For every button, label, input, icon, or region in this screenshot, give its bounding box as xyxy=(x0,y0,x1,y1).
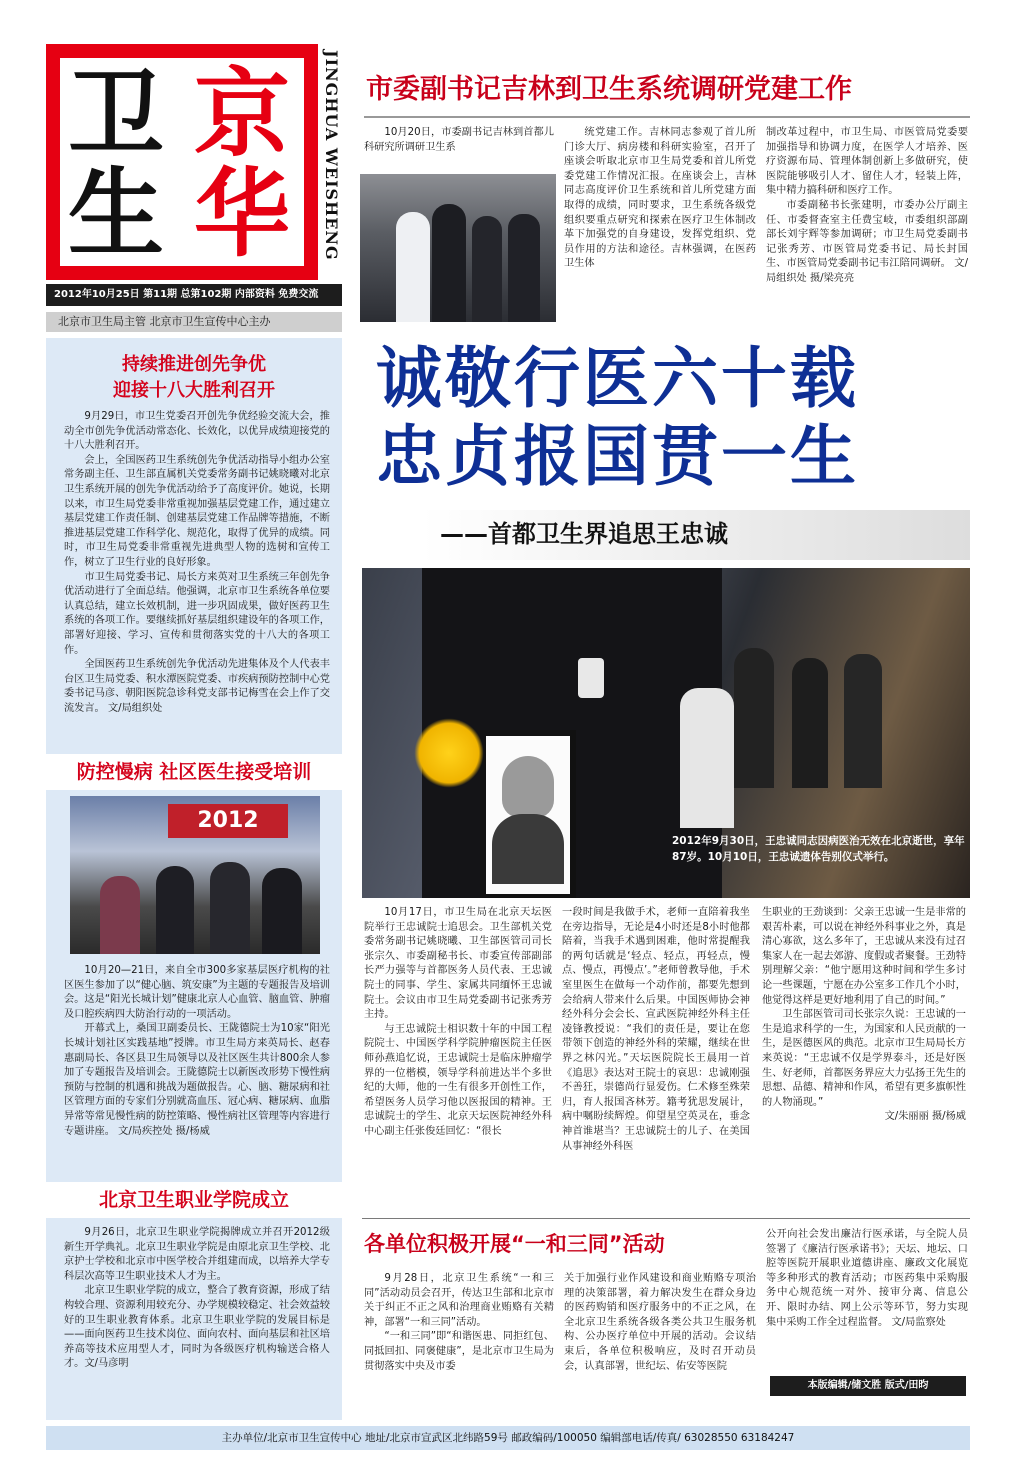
feature-col2 xyxy=(562,906,750,1154)
bottom-story-col1 xyxy=(364,1272,554,1374)
paragraph: 9月28日，北京卫生系统“一和三同”活动动员会召开，传达卫生部和北京市关于纠正不正之风和治理商业贿赂有关精神，部署“一和三同”活动。 xyxy=(364,1273,554,1328)
portrait-body xyxy=(492,814,564,884)
paragraph: 制改革过程中，市卫生局、市医管局党委要加强指导和协调力度，在医学人才培养、医疗资源布局、管理体制创新上多做研究，使医院能够吸引人才、留住人才，轻装上阵，集中精力搞科研和医疗工作。 xyxy=(766,127,968,197)
top-story-photo xyxy=(360,174,556,322)
mourner-figure xyxy=(680,688,734,828)
editor-credit-bar: 本版编辑/储文胜 版式/田昀 xyxy=(770,1376,966,1396)
masthead-char-hua: 华 xyxy=(194,157,290,270)
paragraph: 市委副秘书长张建明，市委办公厅副主任、市委督查室主任费宝岐，市委组织部副部长刘宇辉等参加调研；市卫生局党委副书记张秀芳、市医管局党委书记、局长封国生、市医管局党委副书记韦江陪同调研。 文/局组织处 摄/梁亮亮 xyxy=(766,199,968,284)
feature-subheadline: ——首都卫生界追思王忠诚 xyxy=(440,520,728,548)
paragraph: 一段时间是我做手术，老师一直陪着我坐在旁边指导，无论是4小时还是8小时他都陪着，当我手术遇到困难，他时常提醒我的两句话就是‘轻点、轻点，再轻点，慢点、慢点，再慢点’。”老师曾教导他，手术室里医生在做每一个动作前，都要先想到会给病人带来什么后果。中国医师协会神经外科分会会长、宣武医院神经外科主任凌锋教授说：“我们的责任是，要让在您带领下创造的神经外科的荣耀，继续在世界之林闪光。”天坛医院院长王晨用一首《追思》表达对王院士的哀思：忠诚刚强不善狂，崇德尚行显爱伤。仁术修至殊荣归，育人报国吝林芳。籍考犹思发展计，病中嘱盼续辉煌。仰望星空英灵在，垂念神首谁堪当？王忠诚院士的儿子、在美国从事神经外科医 xyxy=(562,907,750,1152)
paragraph: 开幕式上，桑国卫副委员长、王陇德院士为10家“阳光长城计划社区实践基地”授牌。市卫生局方来英局长、赵春惠副局长、各区县卫生局领导以及社区医生共计800余人参加了专题报告及培训会。王陇德院士以新医改形势下慢性病预防与控制的机遇和挑战为题做报告。心、脑、糖尿病和社区管理方面的专家们分别就高血压、冠心病、糖尿病、血脂异常等常见慢性病的防控策略、慢性病社区管理等内容进行专题讲座。 文/局疾控处 摄/杨威 xyxy=(64,1023,330,1137)
story-headline: 防控慢病 社区医生接受培训 xyxy=(46,754,342,790)
paragraph: 会上，全国医药卫生系统创先争优活动指导小组办公室常务副主任、卫生部直属机关党委常务副书记姚晓曦对北京卫生系统开展的创先争优活动给予了高度评价。她说，长期以来，市卫生局党委非常重视加强基层党建工作，通过建立基层党建工作责任制、创建基层党建工作品牌等措施，不断推进基层党建工作科学化、规范化，取得了优异的成绩。同时，市卫生局党委非常重视先进典型人物的选树和宣传工作，树立了卫生行业的良好形象。 xyxy=(64,454,330,568)
feature-headline-line1: 诚敬行医六十载 xyxy=(376,340,859,417)
person-figure xyxy=(472,216,502,322)
top-story-col1 xyxy=(364,126,554,155)
masthead-pinyin: JINGHUA WEISHENG xyxy=(322,50,341,261)
story-body xyxy=(64,1226,330,1372)
paragraph: 统党建工作。吉林同志参观了首儿所门诊大厅、病房楼和科研实验室，召开了座谈会听取北京市卫生局党委和首儿所党委党建工作情况汇报。在座谈会上，吉林同志高度评价卫生系统和首儿所党建方面取得的成绩，同时要求，卫生系统各级党组织要重点研究和探索在医疗卫生体制改革下加强党的自身建设，发挥党组织、党员作用的方法和途径。吉林强调，在医药卫生体 xyxy=(564,127,756,270)
byline: 文/朱丽丽 摄/杨威 xyxy=(884,1111,966,1123)
person-figure xyxy=(210,862,250,954)
person-figure xyxy=(432,204,466,322)
news-photo xyxy=(70,796,320,954)
paragraph: 9月29日，市卫生党委召开创先争优经验交流大会，推动全市创先争优活动常态化、长效化，以优异成绩迎接党的十八大胜利召开。 xyxy=(64,411,330,452)
person-figure xyxy=(396,212,430,322)
paragraph: “一和三同”即“和谐医患、同拒红包、同抵回扣、同褒健康”，是北京市卫生局为贯彻落实中央及市委 xyxy=(364,1331,554,1372)
bottom-story-headline: 各单位积极开展“一和三同”活动 xyxy=(364,1232,665,1256)
person-figure xyxy=(508,214,540,322)
left-news-column xyxy=(46,338,342,1420)
paragraph: 10月20日，市委副书记吉林到首都儿科研究所调研卫生系 xyxy=(364,127,554,153)
paragraph: 9月26日，北京卫生职业学院揭牌成立并召开2012级新生开学典礼。北京卫生职业学院是由原北京卫生学校、北京护士学校和北京市中医学校合并组建而成，以培养大学专科层次高等卫生职业技术人才为主。 xyxy=(64,1227,330,1282)
divider xyxy=(362,1218,970,1219)
story-body xyxy=(64,410,330,716)
story-headline: 北京卫生职业学院成立 xyxy=(46,1182,342,1218)
publisher-footer: 主办单位/北京市卫生宣传中心 地址/北京市宣武区北纬路59号 邮政编码/100050 编辑部电话/传真/ 63028550 63184247 xyxy=(46,1426,970,1450)
masthead-char-wei: 卫 xyxy=(68,57,164,170)
person-figure xyxy=(262,868,302,954)
sponsor-bar: 北京市卫生局主管 北京市卫生宣传中心主办 xyxy=(46,312,342,332)
feature-headline xyxy=(376,340,966,496)
bottom-story-col3 xyxy=(766,1228,968,1330)
story-body xyxy=(64,964,330,1139)
feature-col3 xyxy=(762,906,966,1125)
paragraph: 10月17日，市卫生局在北京天坛医院举行王忠诚院士追思会。卫生部机关党委常务副书记姚晓曦、卫生部医管司司长张宗久、市委副秘书长、市委宣传部副部长严力强等与首都医务人员代表、王忠诚院士的同事、学生、家属共同缅怀王忠诚院士。会议由市卫生局党委副书记张秀芳主持。 xyxy=(364,907,552,1021)
photo-caption: 2012年9月30日，王忠诚同志因病医治无效在北京逝世，享年87岁。10月10日，王忠诚遗体告别仪式举行。 xyxy=(672,835,965,863)
paragraph: 10月20—21日，来自全市300多家基层医疗机构的社区医生参加了以“健心脑、筑安康”为主题的专题报告及培训会。这是“阳光长城计划”健康北京人心血管、脑血管、肿瘤及口腔疾病四大防治行动的一项活动。 xyxy=(64,965,330,1020)
paragraph: 卫生部医管司司长张宗久说：王忠诚的一生是追求科学的一生，为国家和人民贡献的一生，是医德医风的典范。北京市卫生局局长方来英说：“王忠诚不仅是学界泰斗，还是好医生、好老师，首都医务界应大力弘扬王先生的思想、品德、精神和作风，希望有更多旗帜性的人物涌现。” xyxy=(762,1009,966,1108)
bottom-story-col2 xyxy=(564,1272,756,1374)
mourner-figure xyxy=(734,648,774,788)
masthead-char-sheng: 生 xyxy=(68,157,164,270)
mourning-flower xyxy=(578,658,604,698)
paragraph: 关于加强行业作风建设和商业贿赂专项治理的决策部署，着力解决发生在群众身边的医药购销和医疗服务中的不正之风，在全北京卫生系统各级各类公共卫生服务机构、公办医疗单位中开展的活动。会议结束后，各单位积极响应，及时召开动员会，认真部署，世纪坛、佑安等医院 xyxy=(564,1273,756,1372)
top-story-headline: 市委副书记吉林到卫生系统调研党建工作 xyxy=(366,74,852,105)
mourner-figure xyxy=(792,658,828,788)
event-banner: 2012 xyxy=(168,804,288,838)
person-figure xyxy=(156,866,194,954)
masthead-char-jing: 京 xyxy=(194,57,290,170)
portrait-frame xyxy=(480,730,576,898)
paragraph: 与王忠诚院士相识数十年的中国工程院院士、中国医学科学院肿瘤医院主任医师孙燕追忆说，王忠诚院士是临床肿瘤学界的一位楷模，领导学科前进达半个多世纪的大师，他的一生有很多开创性工作，希望医务人员学习他以医报国的精神。王忠诚院士的学生、北京天坛医院神经外科中心副主任张俊廷回忆：“很长 xyxy=(364,1023,552,1137)
top-story-col3 xyxy=(766,126,968,287)
issue-info-bar: 2012年10月25日 第11期 总第102期 内部资料 免费交流 xyxy=(46,284,342,306)
chrysanthemum xyxy=(414,718,484,788)
feature-col1 xyxy=(364,906,552,1140)
top-story-col2 xyxy=(564,126,756,272)
mourner-figure xyxy=(844,654,882,788)
story-headline-line1: 持续推进创先争优 xyxy=(122,354,266,375)
paragraph: 北京卫生职业学院的成立，整合了教育资源，形成了结构较合理、资源利用较充分、办学规模较稳定、社会效益较好的卫生职业教育体系。北京卫生职业学院的发展目标是——面向医药卫生技术岗位、面向农村、面向基层和社区培养高等技术应用型人才，同时为各级医疗机构输送合格人才。文/马彦明 xyxy=(64,1285,330,1370)
story-headline-line2: 迎接十八大胜利召开 xyxy=(113,380,275,401)
paragraph: 市卫生局党委书记、局长方来英对卫生系统三年创先争优活动进行了全面总结。他强调，北京市卫生系统各单位要认真总结，建立长效机制，进一步巩固成果，做好医药卫生系统的各项工作。要继续抓好基层组织建设年的各项工作，部署好迎接、学习、宣传和贯彻落实党的十八大的各项工作。 xyxy=(64,571,330,656)
person-figure xyxy=(100,876,140,954)
paragraph: 全国医药卫生系统创先争优活动先进集体及个人代表丰台区卫生局党委、积水潭医院党委、市疾病预防控制中心党委书记马彦、朝阳医院急诊科党支部书记梅雪在会上作了交流发言。 文/局组织处 xyxy=(64,659,330,714)
feature-headline-line2: 忠贞报国贯一生 xyxy=(376,418,859,495)
paragraph: 生职业的王劲谈到：父亲王忠诚一生是非常的艰苦朴素，可以说在神经外科事业之外，真是清心寡欲，这么多年了，王忠诚从来没有过召集家人在一起去郊游、度假或者聚餐。王劲特别理解父亲：“他宁愿用这种时间和学生多讨论一些课题，宁愿在办公室多工作几个小时，他觉得这样是更好地利用了自己的时间。” xyxy=(762,907,966,1006)
paragraph: 公开向社会发出廉洁行医承诺，与全院人员签署了《廉洁行医承诺书》；天坛、地坛、口腔等医院开展职业道德讲座、廉政文化展览等多种形式的教育活动；市医药集中采购服务中心规范统一对外、接审分离、信息公开、限时办结、网上公示等环节，努力实现集中采购工作全过程监督。 文/局监察处 xyxy=(766,1229,968,1328)
masthead xyxy=(46,44,346,310)
divider xyxy=(364,116,970,118)
portrait-face xyxy=(502,756,554,818)
